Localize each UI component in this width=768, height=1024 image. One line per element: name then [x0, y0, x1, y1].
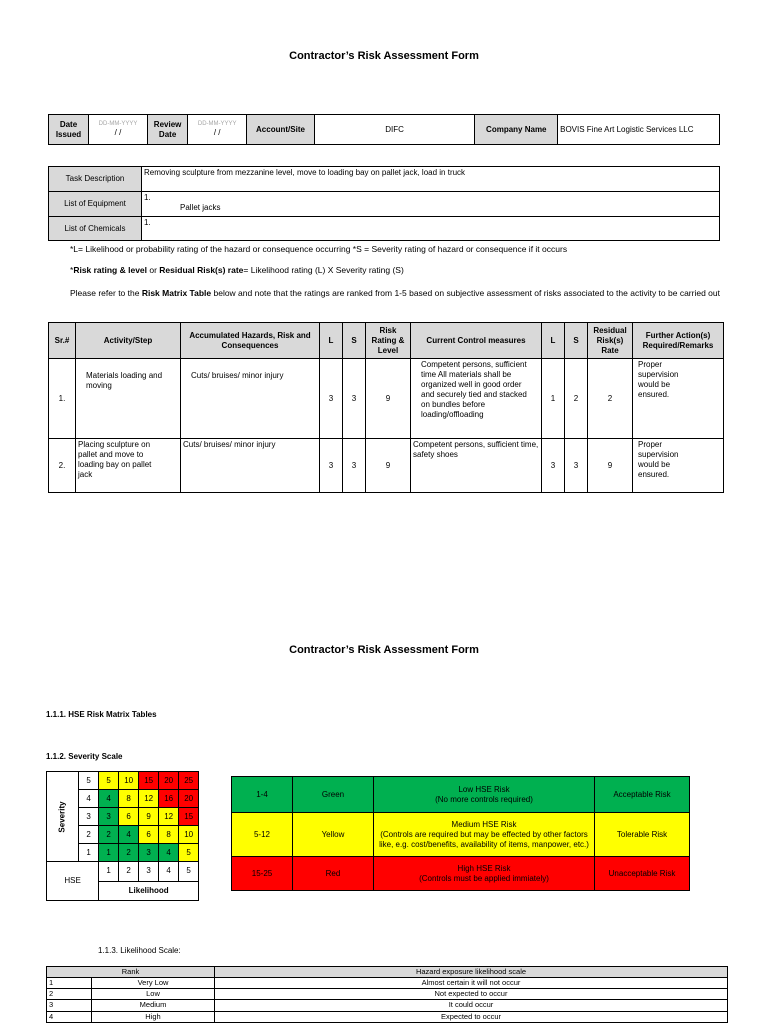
row-l2: 1 [542, 359, 565, 439]
refer-note-prefix: Please refer to the [70, 288, 142, 298]
legend-color-name: Green [293, 777, 374, 813]
row-controls: Competent persons, sufficient time, safety shoes [411, 439, 542, 493]
row-hazards: Cuts/ bruises/ minor injury [181, 359, 320, 439]
likelihood-rank: Very Low [92, 978, 215, 989]
row-s: 3 [343, 439, 366, 493]
date-issued-slashes: / / [114, 128, 122, 138]
likelihood-col-label: 2 [119, 862, 139, 882]
matrix-cell: 1 [99, 844, 119, 862]
review-date-label: Review Date [148, 115, 188, 145]
rating-note [70, 264, 730, 277]
legend-level: Acceptable Risk [595, 777, 690, 813]
matrix-cell: 16 [159, 790, 179, 808]
chemicals-cell [142, 217, 720, 241]
severity-row-label: 4 [79, 790, 99, 808]
review-date-slashes: / / [213, 128, 221, 138]
likelihood-rank-number: 3 [47, 1000, 92, 1011]
row-remarks: Proper supervision would be ensured. [633, 439, 724, 493]
equipment-cell [142, 192, 720, 217]
row-sr: 2. [49, 439, 76, 493]
likelihood-rank: Low [92, 989, 215, 1000]
legend-row [232, 813, 690, 857]
matrix-cell: 3 [99, 808, 119, 826]
likelihood-rank: High [92, 1011, 215, 1022]
row-s2: 2 [565, 359, 588, 439]
matrix-cell: 20 [159, 772, 179, 790]
row-l2: 3 [542, 439, 565, 493]
matrix-cell: 12 [139, 790, 159, 808]
likelihood-rank-number: 2 [47, 989, 92, 1000]
legend-desc-text: (Controls must be applied immiately) [419, 873, 549, 883]
account-site-value: DIFC [314, 115, 475, 145]
table-row [47, 978, 728, 989]
matrix-cell: 8 [159, 826, 179, 844]
date-issued-field[interactable] [88, 115, 147, 145]
matrix-cell: 6 [139, 826, 159, 844]
form-title: Contractor’s Risk Assessment Form [289, 50, 479, 62]
matrix-cell: 25 [179, 772, 199, 790]
task-table [48, 166, 720, 241]
likelihood-axis-label: Likelihood [99, 881, 199, 901]
matrix-cell: 3 [139, 844, 159, 862]
matrix-cell: 10 [179, 826, 199, 844]
likelihood-desc: It could occur [215, 1000, 728, 1011]
likelihood-col-label: 3 [139, 862, 159, 882]
company-name-value: BOVIS Fine Art Logistic Services LLC [558, 115, 720, 145]
legend-level: Tolerable Risk [595, 813, 690, 857]
row-rating: 9 [366, 359, 411, 439]
row-l: 3 [320, 439, 343, 493]
severity-row-label: 5 [79, 772, 99, 790]
likelihood-note: *L= Likelihood or probability rating of the hazard or consequence occurring *S = Severity rating of hazard or consequence if it occurs [70, 244, 568, 254]
likelihood-scale-table [46, 966, 728, 1023]
likelihood-scale-heading: 1.1.3. Likelihood Scale: [98, 946, 181, 955]
likelihood-header-desc: Hazard exposure likelihood scale [215, 967, 728, 978]
severity-scale-heading: 1.1.2. Severity Scale [46, 752, 123, 761]
rating-note-mid: or [147, 265, 160, 275]
likelihood-desc: Not expected to occur [215, 989, 728, 1000]
matrix-cell: 4 [159, 844, 179, 862]
row-controls: Competent persons, sufficient time All materials shall be organized well in good order and securely tied and stacked on bundles before loading/offloading [411, 359, 542, 439]
date-issued-placeholder: DD-MM-YYYY [98, 120, 138, 127]
legend-desc-title: Medium HSE Risk [451, 819, 517, 829]
chemicals-number: 1. [144, 218, 151, 227]
likelihood-header-rank: Rank [47, 967, 215, 978]
rating-note-bold1: Risk rating & level [73, 265, 148, 275]
table-row [47, 1000, 728, 1011]
likelihood-col-label: 5 [179, 862, 199, 882]
matrix-cell: 4 [119, 826, 139, 844]
matrix-cell: 15 [139, 772, 159, 790]
col-header: Risk Rating & Level [366, 323, 411, 359]
likelihood-rank: Medium [92, 1000, 215, 1011]
row-remarks: Proper supervision would be ensured. [633, 359, 724, 439]
row-l: 3 [320, 359, 343, 439]
col-header: Residual Risk(s) Rate [588, 323, 633, 359]
legend-desc [374, 857, 595, 891]
row-s2: 3 [565, 439, 588, 493]
company-name-label: Company Name [475, 115, 558, 145]
legend-color-name: Red [293, 857, 374, 891]
legend-range: 5-12 [232, 813, 293, 857]
table-row [47, 989, 728, 1000]
severity-row-label: 2 [79, 826, 99, 844]
matrix-cell: 12 [159, 808, 179, 826]
row-residual: 9 [588, 439, 633, 493]
col-header: Sr.# [49, 323, 76, 359]
matrix-cell: 4 [99, 790, 119, 808]
likelihood-col-label: 1 [99, 862, 119, 882]
legend-desc-title: High HSE Risk [457, 863, 511, 873]
account-site-label: Account/Site [247, 115, 315, 145]
table-row [49, 439, 724, 493]
matrix-heading: 1.1.1. HSE Risk Matrix Tables [46, 710, 157, 719]
legend-desc-title: Low HSE Risk [458, 784, 510, 794]
matrix-cell: 5 [99, 772, 119, 790]
matrix-cell: 9 [139, 808, 159, 826]
severity-row-label: 1 [79, 844, 99, 862]
task-description-value: Removing sculpture from mezzanine level, move to loading bay on pallet jack, load in truck [142, 167, 720, 192]
risk-assessment-table [48, 322, 724, 493]
legend-color-name: Yellow [293, 813, 374, 857]
legend-desc [374, 777, 595, 813]
row-rating: 9 [366, 439, 411, 493]
review-date-field[interactable] [188, 115, 247, 145]
row-sr: 1. [49, 359, 76, 439]
legend-desc [374, 813, 595, 857]
chemicals-label: List of Chemicals [49, 217, 142, 241]
hse-label: HSE [47, 862, 99, 901]
matrix-cell: 10 [119, 772, 139, 790]
rating-note-bold2: Residual Risk(s) rate [159, 265, 244, 275]
rating-note-rest: = Likelihood rating (L) X Severity rating (S) [243, 265, 404, 275]
task-description-label: Task Description [49, 167, 142, 192]
row-s: 3 [343, 359, 366, 439]
legend-level: Unacceptable Risk [595, 857, 690, 891]
severity-axis [47, 772, 79, 862]
likelihood-desc: Expected to occur [215, 1011, 728, 1022]
row-activity: Materials loading and moving [76, 359, 181, 439]
likelihood-col-label: 4 [159, 862, 179, 882]
col-header: Accumulated Hazards, Risk and Consequences [181, 323, 320, 359]
rating-note-prefix: * [70, 265, 74, 275]
table-row [49, 359, 724, 439]
matrix-cell: 15 [179, 808, 199, 826]
col-header: Further Action(s) Required/Remarks [633, 323, 724, 359]
legend-row [232, 857, 690, 891]
row-hazards: Cuts/ bruises/ minor injury [181, 439, 320, 493]
equipment-label: List of Equipment [49, 192, 142, 217]
matrix-cell: 8 [119, 790, 139, 808]
risk-legend [231, 776, 690, 891]
matrix-cell: 2 [119, 844, 139, 862]
refer-note [70, 287, 730, 300]
col-header: S [565, 323, 588, 359]
legend-range: 1-4 [232, 777, 293, 813]
risk-matrix [46, 771, 199, 901]
col-header: L [320, 323, 343, 359]
matrix-cell: 2 [99, 826, 119, 844]
col-header: S [343, 323, 366, 359]
header-info-table [48, 114, 720, 145]
legend-range: 15-25 [232, 857, 293, 891]
likelihood-rank-number: 4 [47, 1011, 92, 1022]
equipment-value: Pallet jacks [180, 203, 221, 212]
likelihood-desc: Almost certain it will not occur [215, 978, 728, 989]
matrix-cell: 6 [119, 808, 139, 826]
likelihood-rank-number: 1 [47, 978, 92, 989]
col-header: Current Control measures [411, 323, 542, 359]
table-row [47, 1011, 728, 1022]
severity-row-label: 3 [79, 808, 99, 826]
legend-row [232, 777, 690, 813]
col-header: L [542, 323, 565, 359]
row-activity: Placing sculpture on pallet and move to loading bay on pallet jack [76, 439, 181, 493]
review-date-placeholder: DD-MM-YYYY [197, 120, 237, 127]
legend-desc-text: (No more controls required) [435, 794, 533, 804]
matrix-cell: 20 [179, 790, 199, 808]
equipment-number: 1. [144, 193, 151, 202]
form-title-2: Contractor’s Risk Assessment Form [289, 644, 479, 656]
refer-note-bold: Risk Matrix Table [141, 288, 212, 298]
col-header: Activity/Step [76, 323, 181, 359]
row-residual: 2 [588, 359, 633, 439]
legend-desc-text: (Controls are required but may be effected by other factors like, e.g. cost/benefits, availability of items, manpower, etc.) [379, 829, 589, 849]
refer-note-rest: below and note that the ratings are ranked from 1-5 based on subjective assessment of risks associated to the activity to be carried out [211, 288, 720, 298]
severity-axis-label: Severity [57, 800, 67, 833]
date-issued-label: Date Issued [49, 115, 89, 145]
matrix-cell: 5 [179, 844, 199, 862]
